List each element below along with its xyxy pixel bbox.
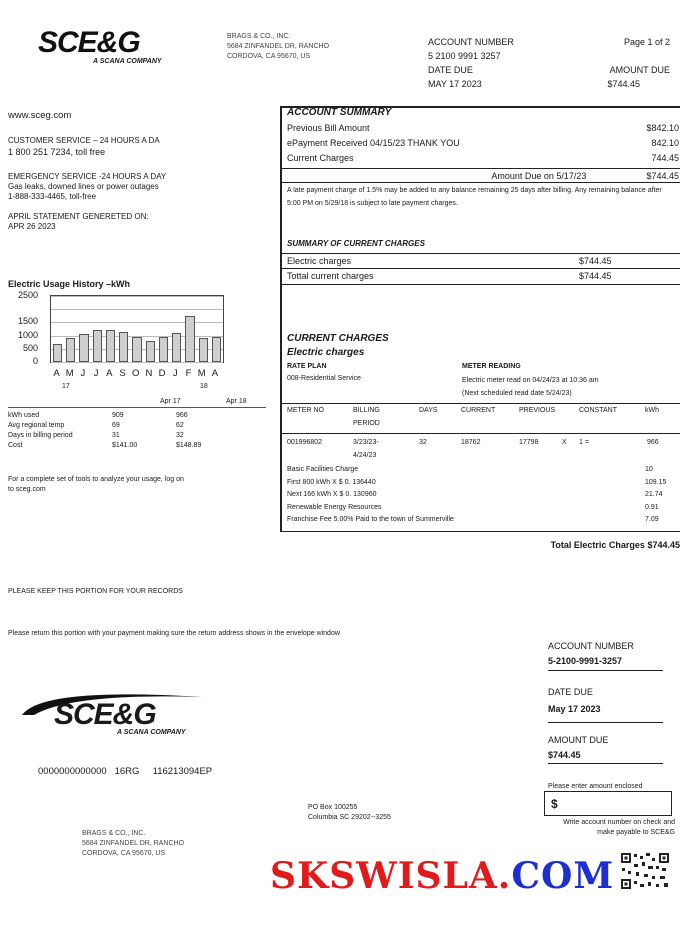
write-note-line1: Write account number on check and (563, 819, 675, 826)
period-end: 4/24/23 (353, 452, 377, 459)
statement-date: APR 26 2023 (8, 222, 56, 231)
meter-row (287, 436, 679, 464)
stub-amount-label: AMOUNT DUE (548, 735, 609, 745)
current-charges-subtitle: Electric charges (287, 347, 365, 358)
x-tick-label: A (211, 368, 219, 379)
comparison-label: kWh used (8, 412, 40, 419)
y-tick-label: 2500 (17, 290, 38, 300)
rate-plan-label: RATE PLAN (287, 363, 327, 370)
x-tick-label: O (131, 368, 140, 379)
summary-amount-due-value: $744.45 (646, 171, 679, 181)
return-note: Please return this portion with your payment making sure the return address shows in the envelope window (8, 630, 340, 637)
meter-reading-label: METER READING (462, 363, 521, 370)
charge-line-value: 21.74 (645, 491, 663, 498)
usage-bar (212, 337, 221, 362)
bottom-logo (12, 685, 227, 735)
customer-address-line1: 5684 ZINFANDEL DR, RANCHO (227, 43, 330, 50)
x-tick-label: N (145, 368, 153, 379)
bottom-customer-name: BRAGS & CO., INC. (82, 830, 146, 837)
current-charges-label: Current Charges (287, 153, 354, 163)
current-charges-title: CURRENT CHARGES (287, 333, 389, 344)
website-link[interactable]: www.sceg.com (8, 110, 72, 121)
tools-line2: to sceg.com (8, 486, 46, 493)
summary-electric-row (287, 255, 679, 267)
usage-bar (79, 334, 88, 362)
current-charges-value: 744.45 (651, 153, 679, 163)
x-tick-label: A (53, 368, 60, 379)
meter-read-line2: (Next scheduled read date 5/24/23) (462, 390, 572, 397)
comparison-value-a: 909 (112, 412, 124, 419)
watermark (270, 855, 614, 897)
y-tick-label: 500 (22, 342, 38, 353)
total-electric-row (470, 539, 680, 551)
emergency-phone: 1-888-333-4465, toll-free (8, 192, 97, 201)
summary-electric-value: $744.45 (579, 256, 612, 266)
po-box-line: PO Box 100255 (308, 804, 358, 811)
comparison-row (8, 441, 266, 451)
comparison-value-b: $148.89 (176, 442, 202, 449)
x-tick-label: J (172, 368, 178, 379)
customer-address-line2: CORDOVA, CA 95670, US (227, 53, 311, 60)
statement-label: APRIL STATEMENT GENERETED ON: (8, 212, 149, 221)
current-reading: 18762 (461, 439, 481, 446)
total-electric-value: $744.45 (647, 540, 680, 550)
header-account-number: 5 2100 9991 3257 (428, 51, 501, 61)
comparison-label: Avg regional temp (8, 422, 65, 429)
charge-line-value: 109.15 (645, 478, 667, 486)
customer-address-bottom (82, 829, 184, 859)
charge-line (287, 514, 679, 527)
comparison-row (8, 421, 266, 431)
stub-account-label: ACCOUNT NUMBER (548, 641, 634, 651)
logo-tagline: A SCANA COMPANY (93, 58, 162, 65)
usage-bar (119, 332, 128, 362)
tools-note (8, 475, 268, 495)
col-billing: BILLING (353, 407, 380, 414)
comparison-value-b: 62 (176, 422, 184, 429)
watermark-dot: . (497, 855, 512, 897)
charge-line (287, 502, 679, 515)
previous-reading: 17798 (519, 439, 539, 446)
meter-table-header (287, 406, 679, 432)
bottom-customer-address2: CORDOVA, CA 95670, US (82, 850, 166, 857)
comparison-label: Cost (8, 442, 23, 449)
po-box (308, 803, 391, 823)
page-indicator: Page 1 of 2 (623, 37, 670, 47)
bottom-logo-tagline: A SCANA COMPANY (117, 729, 186, 736)
account-summary-title: ACCOUNT SUMMARY (287, 107, 392, 118)
col-days: DAYS (419, 407, 438, 414)
customer-service-label: CUSTOMER SERVICE – 24 HOURS A DA (8, 136, 160, 145)
charge-line-value: 10 (645, 466, 653, 473)
period-start: 3/23/23- (353, 439, 379, 446)
charge-line (287, 477, 679, 490)
comparison-row (8, 431, 266, 441)
y-tick-label: 1000 (17, 329, 38, 340)
comparison-col-a: Apr 17 (160, 398, 181, 405)
usage-chart (8, 292, 223, 374)
header-account-block (428, 36, 678, 90)
amount-enclosed-input[interactable] (544, 791, 672, 816)
stub-amount: $744.45 (548, 750, 581, 760)
summary-current-charges (287, 238, 679, 250)
usage-bar (132, 337, 141, 362)
summary-electric-label: Electric charges (287, 256, 352, 266)
usage-bar (53, 344, 62, 362)
prev-bill-value: $842.10 (646, 123, 679, 133)
x-tick-label: A (106, 368, 113, 379)
year-label-18: 18 (200, 383, 208, 390)
write-note (525, 818, 675, 838)
customer-service-phone: 1 800 251 7234, toll free (8, 147, 106, 157)
charge-line (287, 464, 679, 477)
emergency-line2: Gas leaks, downed lines or power outages (8, 182, 159, 191)
stub-account-block (548, 640, 663, 667)
stub-account-number: 5-2100-9991-3257 (548, 656, 623, 666)
usage-bar (93, 330, 102, 362)
year-label-17: 17 (62, 383, 70, 390)
header-date-due: MAY 17 2023 (428, 79, 482, 89)
stub-date-block (548, 686, 663, 715)
customer-address-top (227, 32, 397, 62)
comparison-value-b: 32 (176, 432, 184, 439)
comparison-col-b: Apr 18 (226, 398, 247, 405)
emergency-label: EMERGENCY SERVICE -24 HOURS A DAY (8, 172, 167, 181)
y-tick-label: 1500 (17, 316, 38, 327)
col-kwh: kWh (645, 407, 659, 414)
customer-name: BRAGS & CO., INC. (227, 33, 291, 40)
amount-due-row (287, 170, 679, 182)
comparison-value-b: 966 (176, 412, 188, 419)
payment-label: ePayment Received 04/15/23 THANK YOU (287, 138, 460, 148)
multiply-x: X (562, 439, 567, 446)
usage-bar (159, 337, 168, 362)
x-tick-label: S (119, 368, 126, 379)
charge-line-label: Next 166 kWh X $ 0. 130960 (287, 491, 377, 498)
col-current: CURRENT (461, 407, 496, 414)
stub-date-due: May 17 2023 (548, 704, 601, 714)
summary-current-title: SUMMARY OF CURRENT CHARGES (287, 239, 425, 248)
x-tick-label: J (80, 368, 86, 379)
logo-wordmark: SCE&G (38, 26, 140, 59)
comparison-row (8, 411, 266, 421)
bottom-customer-address1: 5684 ZINFANDEL DR, RANCHO (82, 840, 185, 847)
enter-amount-label: Please enter amount enclosed (548, 783, 643, 790)
right-column-border (280, 106, 282, 532)
stub-amount-block (548, 734, 663, 761)
charge-line-label: First 800 kWh X $ 0. 136440 (287, 478, 376, 486)
usage-bar (199, 338, 208, 362)
late-payment-note: A late payment charge of 1.5% may be added to any balance remaining 25 days after billing. Any remaining balance after 5:00 PM on 5/29/18 is subject to late payment charges. (287, 187, 662, 207)
usage-bar (146, 341, 155, 362)
watermark-main: SKSWISLA (270, 855, 498, 897)
meter-read-line1: Electric meter read on 04/24/23 at 10:36 am (462, 377, 599, 384)
x-tick-label: M (65, 368, 74, 379)
charge-line-value: 0.91 (645, 503, 659, 511)
account-summary (287, 107, 679, 164)
charge-line-label: Renewable Energy Resources (287, 503, 382, 511)
comparison-table (8, 411, 266, 451)
current-charges-section (287, 333, 679, 398)
summary-amount-due-label: Amount Due on 5/17/23 (491, 171, 587, 181)
header-amount-due: $744.45 (607, 79, 640, 89)
col-period: PERIOD (353, 420, 380, 427)
x-tick-label: D (158, 368, 166, 379)
charge-line-label: Franchise Fee 5.00% Paid to the town of Summerville (287, 516, 454, 523)
watermark-com: COM (511, 855, 615, 897)
charge-lines (287, 464, 679, 527)
gridline (51, 362, 223, 363)
usage-bar (106, 330, 115, 362)
top-logo (38, 28, 188, 68)
write-note-line2: make payable to SCE&G (597, 829, 675, 836)
comparison-value-a: $141.00 (112, 442, 138, 449)
comparison-value-a: 69 (112, 422, 120, 429)
y-axis (8, 290, 38, 366)
tools-line1: For a complete set of tools to analyze your usage, log on (8, 476, 184, 483)
dollar-sign: $ (551, 797, 558, 811)
total-electric-label: Total Electric Charges (550, 540, 645, 550)
col-previous: PREVIOUS (519, 407, 556, 414)
charge-line-value: 7.09 (645, 516, 659, 523)
rate-plan-value: 008-Residential Service (287, 375, 361, 382)
plot-frame (50, 295, 224, 363)
scan-line: 0000000000000 16RG 116213094EP (38, 766, 213, 777)
days-value: 32 (419, 439, 427, 446)
charge-line (287, 489, 679, 502)
po-city-line: Columbia SC 29202--3255 (308, 814, 391, 821)
col-constant: CONSTANT (579, 407, 617, 414)
col-meter-no: METER NO (287, 407, 324, 414)
constant-value: 1 = (579, 439, 589, 446)
header-date-due-label: DATE DUE (428, 65, 473, 75)
x-axis (50, 368, 225, 382)
usage-bar (185, 316, 194, 362)
meter-no: 001996802 (287, 439, 323, 446)
usage-bar (172, 333, 181, 362)
summary-total-row (287, 270, 679, 282)
comparison-value-a: 31 (112, 432, 120, 439)
payment-value: 842.10 (651, 138, 679, 148)
bottom-logo-wordmark: SCE&G (54, 698, 156, 731)
usage-title: Electric Usage History –kWh (8, 279, 131, 289)
charge-line-label: Basic Facilities Charge (287, 466, 359, 473)
summary-total-label: Tottal current charges (287, 271, 374, 281)
left-info (8, 110, 263, 232)
x-tick-label: F (185, 368, 192, 379)
summary-total-value: $744.45 (579, 271, 612, 281)
y-tick-label: 0 (32, 356, 38, 366)
prev-bill-label: Previous Bill Amount (287, 123, 370, 133)
header-account-label: ACCOUNT NUMBER (428, 37, 514, 47)
x-tick-label: J (93, 368, 99, 379)
comparison-label: Days in billing period (8, 432, 73, 439)
kwh-value: 966 (647, 439, 659, 446)
keep-note: PLEASE KEEP THIS PORTION FOR YOUR RECORDS (8, 588, 183, 595)
qr-code-icon (620, 852, 670, 890)
x-tick-label: M (197, 368, 206, 379)
stub-date-label: DATE DUE (548, 687, 593, 697)
usage-bar (66, 338, 75, 362)
header-amount-due-label: AMOUNT DUE (609, 65, 670, 75)
